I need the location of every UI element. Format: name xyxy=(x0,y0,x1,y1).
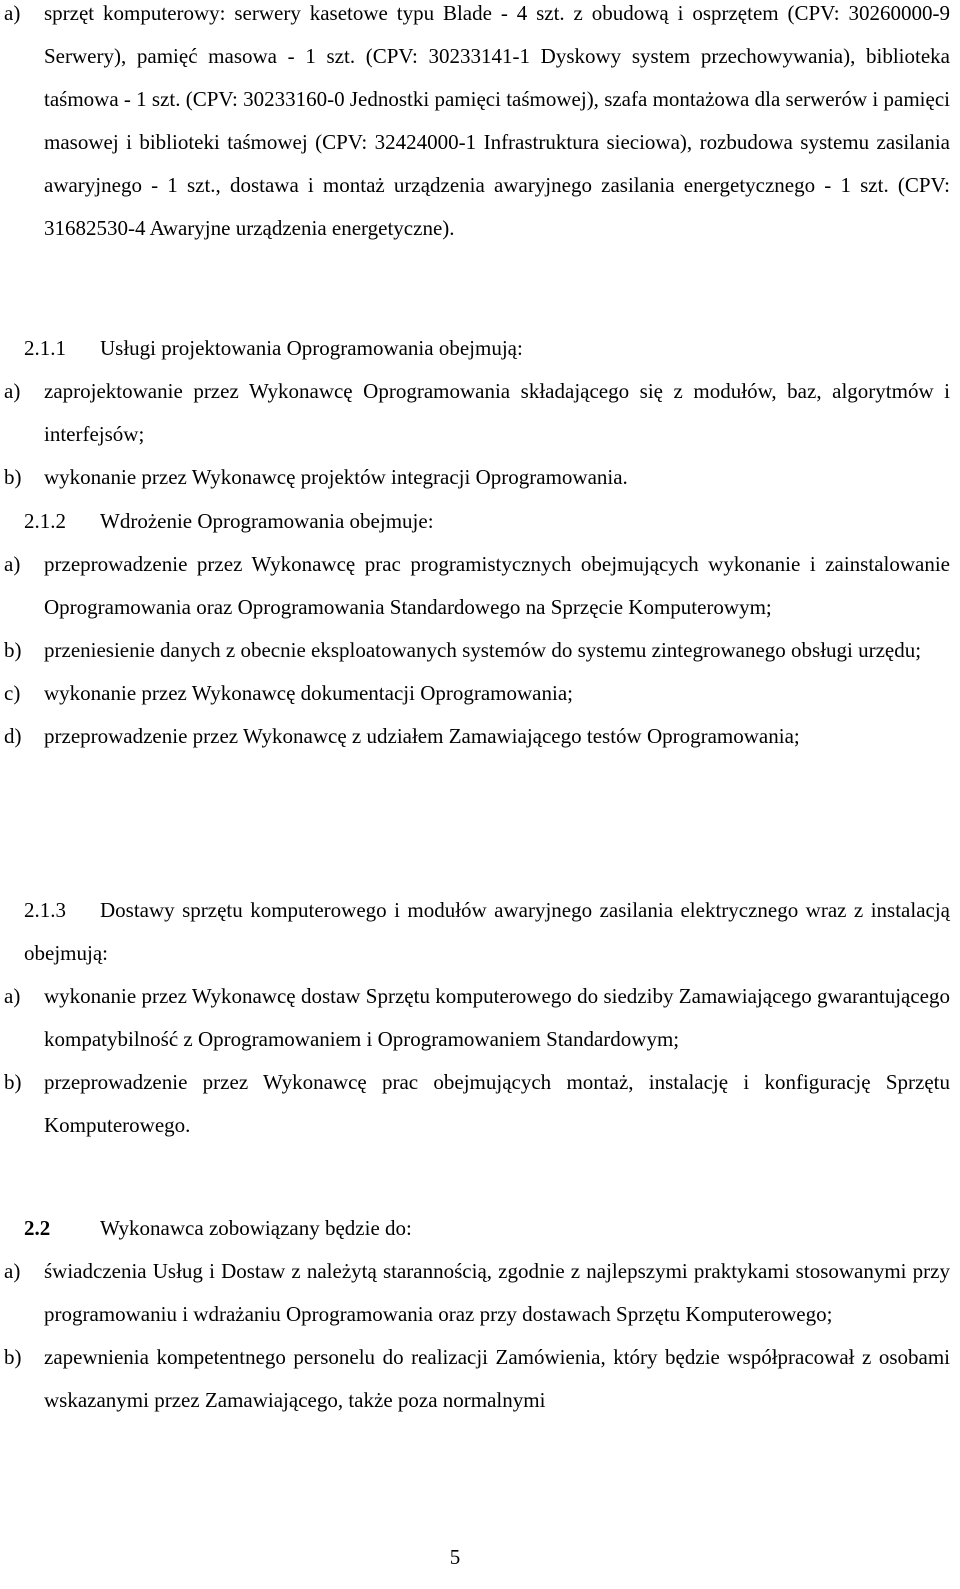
list-marker: a) xyxy=(4,1,21,25)
list-item xyxy=(0,715,950,758)
list-item-text: wykonanie przez Wykonawcę projektów integracji Oprogramowania. xyxy=(44,465,628,489)
section-heading xyxy=(0,1207,950,1250)
list-item-text: wykonanie przez Wykonawcę dokumentacji Oprogramowania; xyxy=(44,681,573,705)
list-marker: a) xyxy=(4,552,21,576)
section-title: Dostawy sprzętu komputerowego i modułów awaryjnego zasilania elektrycznego wraz z instalacją obejmują: xyxy=(24,898,950,965)
list-marker: b) xyxy=(4,465,22,489)
list-item xyxy=(0,1250,950,1336)
section-2-1-1 xyxy=(0,327,950,499)
list-marker: d) xyxy=(4,724,22,748)
list-marker: c) xyxy=(4,681,21,705)
list-item-text: przeprowadzenie przez Wykonawcę z udziałem Zamawiającego testów Oprogramowania; xyxy=(44,724,800,748)
list-item xyxy=(0,456,950,499)
list-item xyxy=(0,370,950,456)
section-2-2 xyxy=(0,1207,950,1422)
list-item xyxy=(0,975,950,1061)
section-title: Usługi projektowania Oprogramowania obejmują: xyxy=(100,336,523,360)
list-item xyxy=(0,629,950,672)
section-2-1-2 xyxy=(0,500,950,758)
section-title: Wykonawca zobowiązany będzie do: xyxy=(100,1216,412,1240)
section-number: 2.1.2 xyxy=(24,509,66,533)
list-item-text: zaprojektowanie przez Wykonawcę Oprogramowania składającego się z modułów, baz, algorytmów i interfejsów; xyxy=(44,379,950,446)
list-marker: b) xyxy=(4,1070,22,1094)
list-item-text: przeprowadzenie przez Wykonawcę prac obejmujących montaż, instalację i konfigurację Sprzętu Komputerowego. xyxy=(44,1070,950,1137)
list-item-text: przeprowadzenie przez Wykonawcę prac programistycznych obejmujących wykonanie i zainstalowanie Oprogramowania oraz Oprogramowania Standardowego na Sprzęcie Komputerowym; xyxy=(44,552,950,619)
page-number: 5 xyxy=(449,1545,461,1569)
section-number: 2.1.3 xyxy=(24,898,66,922)
list-marker: b) xyxy=(4,638,22,662)
section-heading xyxy=(0,327,950,370)
list-item-text: przeniesienie danych z obecnie eksploatowanych systemów do systemu zintegrowanego obsługi urzędu; xyxy=(44,638,922,662)
list-item xyxy=(0,672,950,715)
list-item-text: wykonanie przez Wykonawcę dostaw Sprzętu komputerowego do siedziby Zamawiającego gwarantującego kompatybilność z Oprogramowaniem i Oprogramowaniem Standardowym; xyxy=(44,984,950,1051)
section-heading xyxy=(0,500,950,543)
list-item-text: świadczenia Usług i Dostaw z należytą starannością, zgodnie z najlepszymi praktykami stosowanymi przy programowaniu i wdrażaniu Oprogramowania oraz przy dostawach Sprzętu Komputerowego; xyxy=(44,1259,950,1326)
list-item-text: sprzęt komputerowy: serwery kasetowe typu Blade - 4 szt. z obudową i osprzętem (CPV: 30260000-9 Serwery), pamięć masowa - 1 szt. (CPV: 30233141-1 Dyskowy system przechowywania), biblioteka taśmowa - 1 szt. (CPV: 30233160-0 Jednostki pamięci taśmowej), szafa montażowa dla serwerów i pamięci masowej i biblioteki taśmowej (CPV: 32424000-1 Infrastruktura sieciowa), rozbudowa systemu zasilania awaryjnego - 1 szt., dostawa i montaż urządzenia awaryjnego zasilania energetycznego - 1 szt. (CPV: 31682530-4 Awaryjne urządzenia energetyczne). xyxy=(44,1,950,240)
list-item xyxy=(0,1061,950,1147)
section-number: 2.2 xyxy=(24,1216,51,1240)
list-marker: a) xyxy=(4,1259,21,1283)
section-heading xyxy=(0,889,950,975)
section-number: 2.1.1 xyxy=(24,336,66,360)
list-item xyxy=(0,1336,950,1422)
list-marker: b) xyxy=(4,1345,22,1369)
list-item xyxy=(0,0,950,250)
section-title: Wdrożenie Oprogramowania obejmuje: xyxy=(100,509,434,533)
list-item-text: zapewnienia kompetentnego personelu do realizacji Zamówienia, który będzie współpracował z osobami wskazanymi przez Zamawiającego, także poza normalnymi xyxy=(44,1345,950,1412)
list-item xyxy=(0,543,950,629)
list-marker: a) xyxy=(4,984,21,1008)
intro-list xyxy=(0,0,950,250)
section-2-1-3 xyxy=(0,889,950,1147)
list-marker: a) xyxy=(4,379,21,403)
